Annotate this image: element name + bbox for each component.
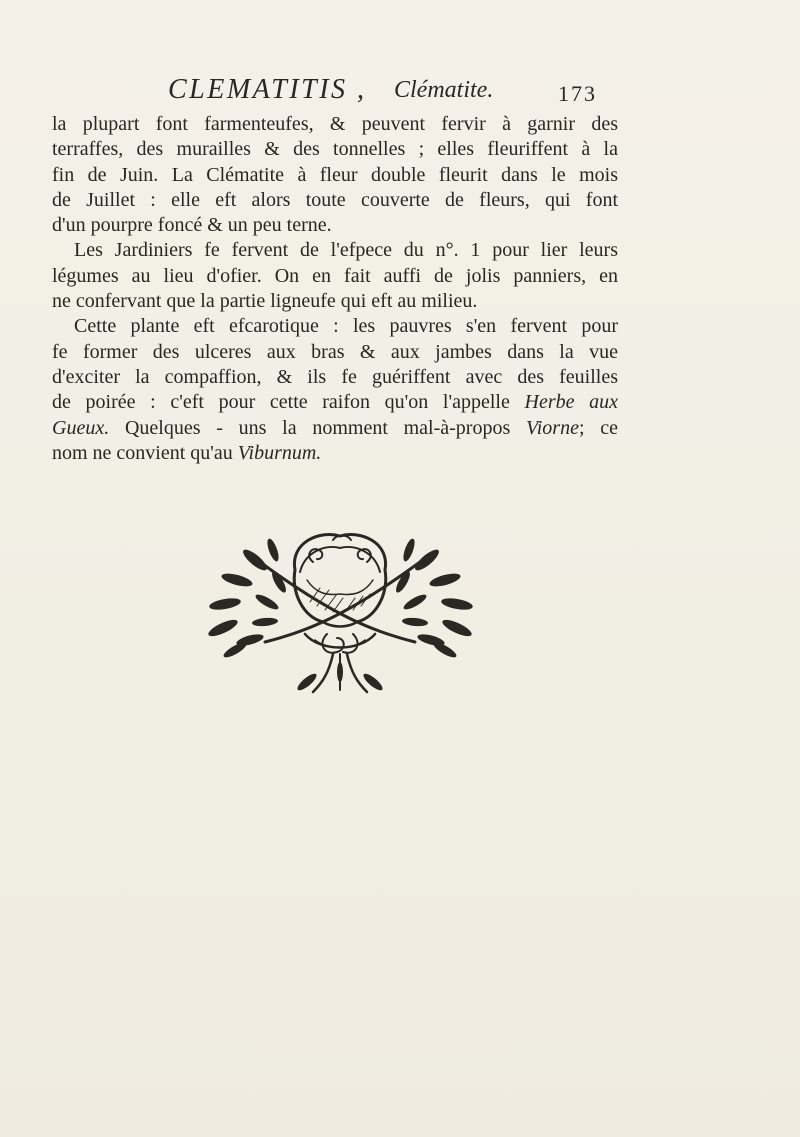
text-run: nom ne convient qu'au xyxy=(52,441,238,464)
running-title: CLEMATITIS , xyxy=(168,74,367,105)
text-line: fe former des ulceres aux bras & aux jambes dans la vue xyxy=(52,340,618,363)
text-line: d'un pourpre foncé & un peu terne. xyxy=(52,214,332,237)
text-run: Quelques - uns la nomment mal-à-propos xyxy=(109,416,526,439)
fleuron-ornament-icon xyxy=(195,522,485,697)
running-subtitle: Clématite. xyxy=(394,77,494,103)
italic-term: Viburnum. xyxy=(237,441,322,464)
text-line: d'exciter la compaffion, & ils fe guériffent avec des feuilles xyxy=(52,365,618,388)
page-number: 173 xyxy=(558,81,597,106)
italic-term: Herbe aux xyxy=(524,391,619,414)
text-line: terraffes, des murailles & des tonnelles ; elles fleuriffent à la xyxy=(52,138,618,161)
text-line: ne confervant que la partie ligneufe qui eft au milieu. xyxy=(52,290,478,313)
text-run: ; ce xyxy=(578,416,619,439)
text-line: Les Jardiniers fe fervent de l'efpece du n°. 1 pour lier leurs xyxy=(74,239,618,262)
text-line: de Juillet : elle eft alors toute couverte de fleurs, qui font xyxy=(52,188,618,211)
text-line: la plupart font farmenteufes, & peuvent fervir à garnir des xyxy=(52,113,618,135)
italic-term: Viorne xyxy=(526,416,579,439)
text-line: fin de Juin. La Clématite à fleur double fleurit dans le mois xyxy=(52,163,618,186)
text-line xyxy=(52,390,618,415)
text-line xyxy=(52,441,618,466)
italic-term: Gueux. xyxy=(52,416,110,439)
page-header xyxy=(168,74,608,114)
body-text xyxy=(52,112,618,466)
text-line xyxy=(52,416,618,441)
text-line: Cette plante eft efcarotique : les pauvres s'en fervent pour xyxy=(74,315,618,338)
text-line: légumes au lieu d'ofier. On en fait auffi de jolis panniers, en xyxy=(52,264,618,287)
text-run: de poirée : c'eft pour cette raifon qu'on l'appelle xyxy=(52,391,510,414)
